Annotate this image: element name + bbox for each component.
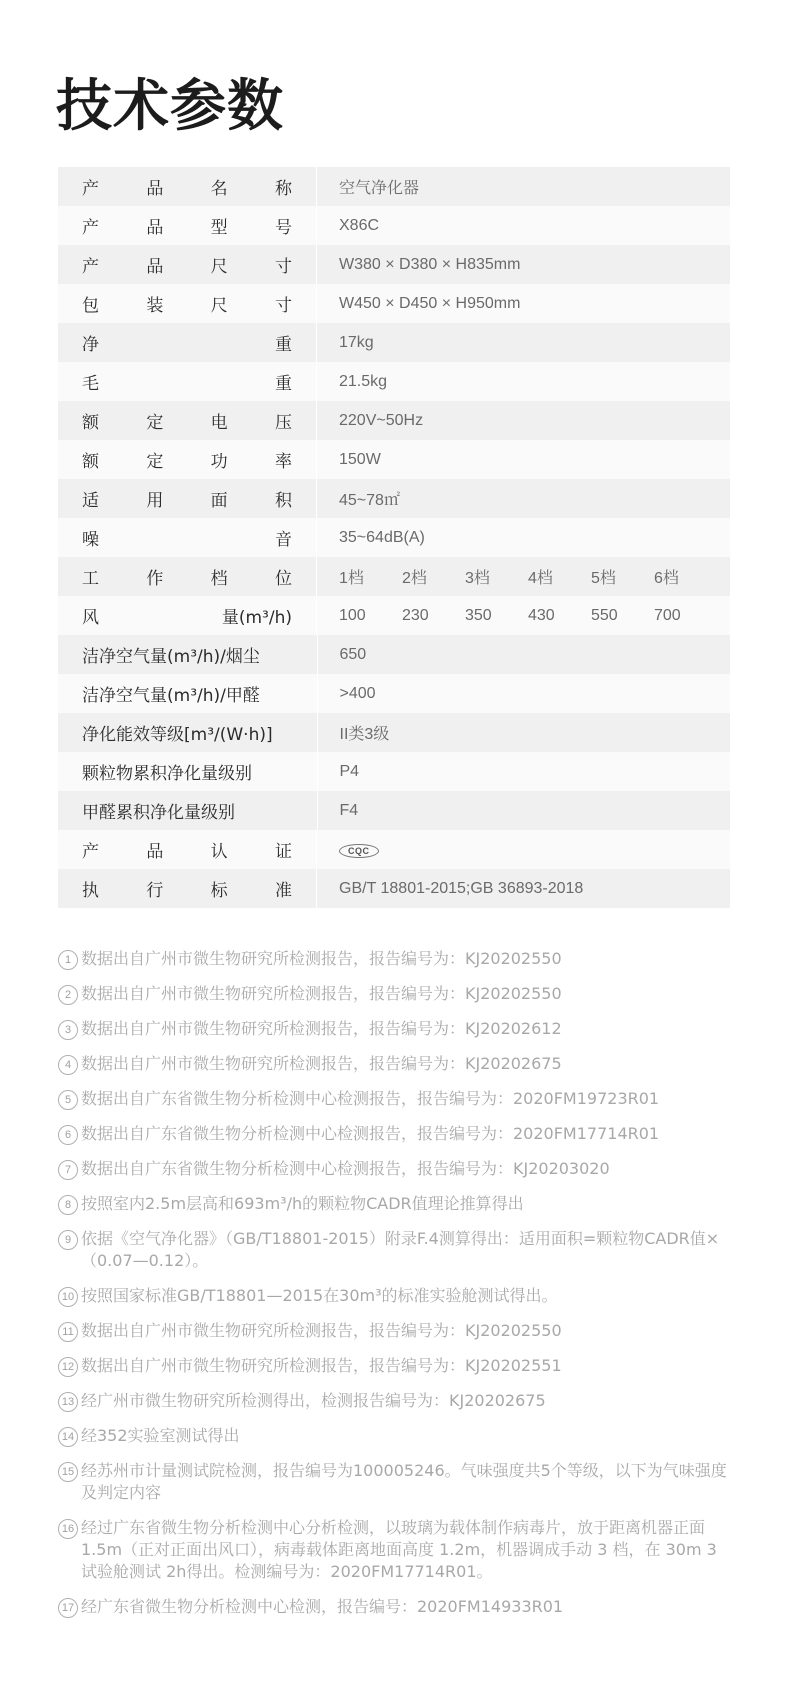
spec-label-char: 工 [82,569,99,589]
spec-row [58,713,730,752]
spec-label-char: 品 [146,218,164,238]
spec-label [58,245,317,284]
footnote-item [58,1053,730,1075]
spec-label-char: 重 [275,374,292,394]
footnote-item [58,1088,730,1110]
spec-label-char: 行 [146,881,164,901]
gear-value: 2档 [402,570,427,587]
cqc-certification-icon: CQC [339,844,379,858]
gear-value: 430 [528,606,555,624]
footnote-item [58,1517,730,1583]
spec-value [317,830,730,869]
footnote-number: 2 [58,985,78,1005]
spec-row [58,362,730,401]
footnote-text: 经广州市微生物研究所检测得出，检测报告编号为：KJ20202675 [81,1391,546,1410]
spec-label-char: 准 [274,881,292,901]
footnote-text: 数据出自广东省微生物分析检测中心检测报告，报告编号为：2020FM19723R01 [81,1089,660,1108]
footnote-text: 经过广东省微生物分析检测中心分析检测，以玻璃为载体制作病毒片，放于距离机器正面 1.5m（正对正面出风口），病毒载体距离地面高度 1.2m，机器调成手动 3 档，在 30m 3 试验舱测试 2h得出。检测编号为：2020FM17714R01。 [81,1518,717,1581]
footnote-item [58,1158,730,1180]
spec-label-char: 作 [146,569,164,589]
spec-label [58,869,317,908]
spec-label-char: 标 [210,881,228,901]
footnote-number: 10 [58,1287,78,1307]
spec-label-char: 音 [275,530,292,550]
spec-label [58,440,317,479]
spec-label-char: 证 [274,842,292,862]
spec-row [58,869,730,908]
spec-label-char: 功 [210,452,228,472]
spec-label [58,479,317,518]
spec-label-char: 称 [274,179,292,199]
footnote-text: 数据出自广州市微生物研究所检测报告，报告编号为：KJ20202550 [81,984,562,1003]
spec-value: 35~64dB(A) [339,528,425,546]
footnote-item [58,1460,730,1504]
spec-label-char: 品 [146,257,164,277]
spec-value: 150W [339,450,381,468]
spec-row [58,206,730,245]
spec-label-char: 电 [210,413,228,433]
footnote-number: 16 [58,1519,78,1539]
spec-row [58,557,730,596]
spec-label-char: 噪 [82,530,99,550]
spec-row [58,752,730,791]
footnote-number: 17 [58,1598,78,1618]
footnote-item [58,1285,730,1307]
spec-label-char: 尺 [210,296,228,316]
gear-value: 700 [654,606,681,624]
spec-row [58,674,730,713]
spec-label [58,401,317,440]
footnote-item [58,983,730,1005]
spec-label [58,830,317,869]
footnote-text: 经广东省微生物分析检测中心检测，报告编号：2020FM14933R01 [81,1597,564,1616]
spec-value: W380 × D380 × H835mm [339,255,521,273]
footnote-text: 经苏州市计量测试院检测，报告编号为100005246。气味强度共5个等级，以下为气味强度及判定内容 [81,1461,727,1502]
spec-row [58,245,730,284]
footnote-number: 9 [58,1230,78,1250]
spec-label-char: 产 [82,179,99,199]
footnote-number: 4 [58,1055,78,1075]
footnote-text: 数据出自广东省微生物分析检测中心检测报告，报告编号为：KJ20203020 [81,1159,610,1178]
gear-value: 6档 [654,570,679,587]
spec-label-char: 品 [146,842,164,862]
spec-row [58,596,730,635]
footnote-number: 1 [58,950,78,970]
spec-value: 650 [339,645,367,663]
spec-label-char: 产 [82,842,99,862]
spec-label: 洁净空气量(m³/h)/烟尘 [58,635,317,674]
footnote-number: 3 [58,1020,78,1040]
spec-label: 洁净空气量(m³/h)/甲醛 [58,674,317,713]
footnote-item [58,1355,730,1377]
spec-label-char: 积 [274,491,292,511]
gear-value: 230 [402,606,429,624]
spec-row [58,791,730,830]
spec-label-char: 位 [274,569,292,589]
spec-row [58,323,730,362]
spec-label-char: 率 [274,452,292,472]
spec-value: >400 [339,684,376,702]
spec-label: 净化能效等级[m³/(W·h)] [58,713,317,752]
spec-label-char: 压 [274,413,292,433]
footnote-number: 14 [58,1427,78,1447]
spec-label [58,596,317,635]
spec-value: GB/T 18801-2015;GB 36893-2018 [339,879,584,897]
spec-label [58,362,317,401]
footnote-number: 6 [58,1125,78,1145]
spec-value [317,596,730,635]
spec-label-char: 定 [146,413,164,433]
spec-label-char: 量(m³/h) [221,608,292,628]
footnote-number: 13 [58,1392,78,1412]
spec-label-char: 产 [82,257,99,277]
spec-label [58,557,317,596]
spec-label-char: 定 [146,452,164,472]
spec-label-char: 号 [274,218,292,238]
footnote-text: 按照室内2.5m层高和693m³/h的颗粒物CADR值理论推算得出 [81,1194,524,1213]
footnote-text: 经352实验室测试得出 [81,1426,240,1445]
footnote-text: 数据出自广州市微生物研究所检测报告，报告编号为：KJ20202550 [81,949,562,968]
footnote-number: 15 [58,1462,78,1482]
spec-value: F4 [339,801,359,819]
page-title: 技术参数 [56,74,284,139]
spec-label-char: 品 [146,179,164,199]
footnote-number: 12 [58,1357,78,1377]
gear-value: 100 [339,606,366,624]
spec-label-char: 寸 [274,296,292,316]
spec-label-char: 包 [82,296,99,316]
spec-label-char: 装 [146,296,164,316]
footnote-item [58,1425,730,1447]
spec-value [317,557,730,596]
spec-table [58,167,730,908]
spec-value: 空气净化器 [339,180,420,197]
spec-label-char: 产 [82,218,99,238]
spec-label-char: 净 [82,335,99,355]
spec-value: P4 [339,762,360,780]
spec-label-char: 额 [82,413,99,433]
spec-value: W450 × D450 × H950mm [339,294,521,312]
footnote-text: 数据出自广东省微生物分析检测中心检测报告，报告编号为：2020FM17714R01 [81,1124,660,1143]
footnote-item [58,1018,730,1040]
spec-value: 220V~50Hz [339,411,424,429]
spec-label-char: 执 [82,881,99,901]
gear-value: 3档 [465,570,490,587]
spec-label-char: 适 [82,491,99,511]
footnote-item [58,1596,730,1618]
footnotes [58,948,730,1631]
spec-row [58,284,730,323]
footnote-number: 7 [58,1160,78,1180]
spec-value: X86C [339,216,380,234]
spec-label-char: 风 [82,608,99,628]
spec-row [58,167,730,206]
spec-label [58,167,317,206]
gear-value: 4档 [528,570,553,587]
spec-label-char: 认 [210,842,228,862]
footnote-text: 依据《空气净化器》（GB/T18801-2015）附录F.4测算得出：适用面积=颗粒物CADR值×（0.07—0.12）。 [81,1229,720,1270]
spec-label-char: 用 [146,491,164,511]
spec-row [58,518,730,557]
spec-label-char: 重 [275,335,292,355]
spec-label-char: 型 [210,218,228,238]
spec-row [58,479,730,518]
footnote-item [58,948,730,970]
footnote-number: 11 [58,1322,78,1342]
spec-row [58,440,730,479]
footnote-number: 8 [58,1195,78,1215]
spec-label-char: 面 [210,491,228,511]
spec-label-char: 档 [210,569,228,589]
footnote-item [58,1123,730,1145]
footnote-item [58,1320,730,1342]
spec-label: 甲醛累积净化量级别 [58,791,317,830]
spec-value: 21.5kg [339,372,388,390]
spec-label-char: 额 [82,452,99,472]
spec-label-char: 寸 [274,257,292,277]
footnote-text: 按照国家标准GB/T18801—2015在30m³的标准实验舱测试得出。 [81,1286,558,1305]
gear-value: 5档 [591,570,616,587]
spec-value: II类3级 [339,726,390,743]
spec-value: 17kg [339,333,374,351]
gear-value: 1档 [339,570,364,587]
footnote-item [58,1228,730,1272]
footnote-item [58,1193,730,1215]
footnote-text: 数据出自广州市微生物研究所检测报告，报告编号为：KJ20202551 [81,1356,562,1375]
spec-label [58,518,317,557]
footnote-number: 5 [58,1090,78,1110]
footnote-text: 数据出自广州市微生物研究所检测报告，报告编号为：KJ20202612 [81,1019,562,1038]
spec-label [58,323,317,362]
spec-row [58,635,730,674]
spec-label [58,206,317,245]
spec-label [58,284,317,323]
footnote-text: 数据出自广州市微生物研究所检测报告，报告编号为：KJ20202550 [81,1321,562,1340]
footnote-item [58,1390,730,1412]
spec-label-char: 尺 [210,257,228,277]
spec-row [58,830,730,869]
footnote-text: 数据出自广州市微生物研究所检测报告，报告编号为：KJ20202675 [81,1054,562,1073]
spec-label: 颗粒物累积净化量级别 [58,752,317,791]
spec-row [58,401,730,440]
spec-label-char: 名 [210,179,228,199]
gear-value: 350 [465,606,492,624]
spec-label-char: 毛 [82,374,99,394]
gear-value: 550 [591,606,618,624]
spec-value: 45~78㎡ [339,492,400,509]
